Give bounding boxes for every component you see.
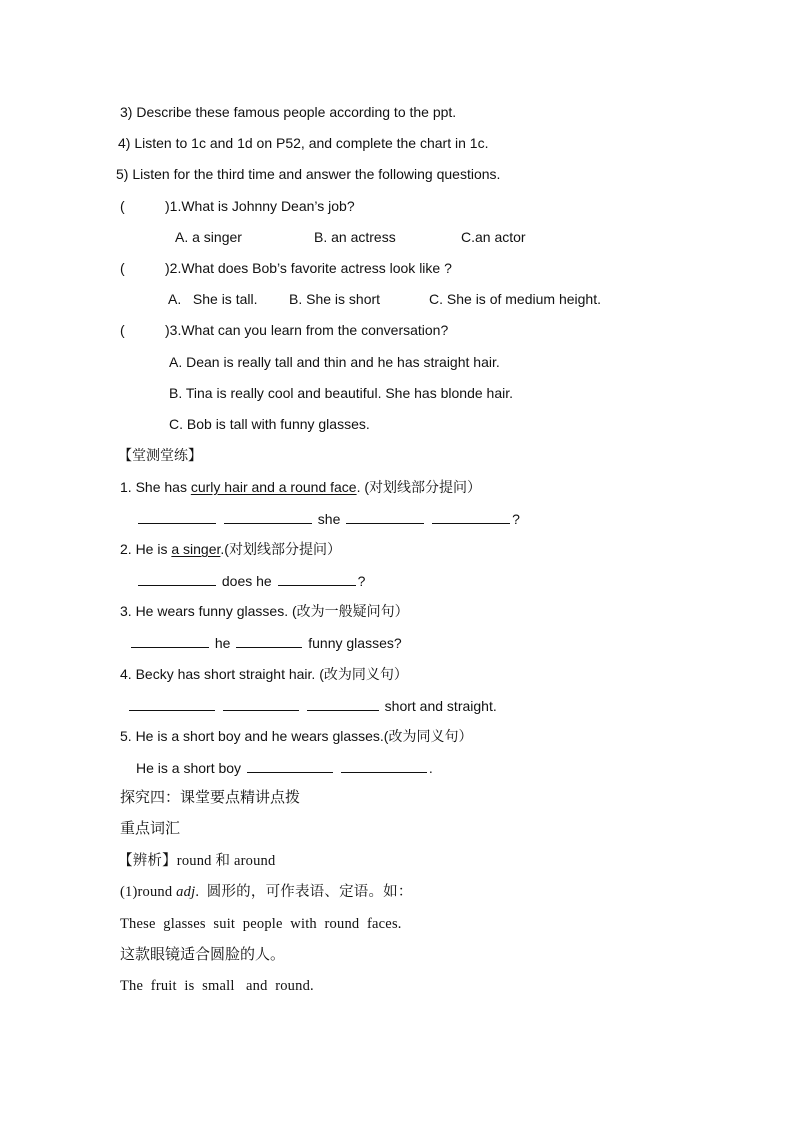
definition-pre: (1)round: [120, 884, 177, 900]
exercise-1-post: . (对划线部分提问）: [356, 479, 482, 495]
answer-blank[interactable]: [307, 696, 379, 711]
exercise-3-answer-line: [129, 633, 402, 652]
mc-3-question: )3.What can you learn from the conversation?: [165, 322, 449, 338]
answer-blank[interactable]: [224, 509, 312, 524]
mc-1-option-b: B. an actress: [314, 229, 396, 245]
practice-heading: 【堂测堂练】: [118, 447, 202, 463]
exercise-1-pre: 1. She has: [120, 479, 191, 495]
exercise-4-word-1: short and straight.: [384, 698, 497, 714]
example-1-translation: 这款眼镜适合圆脸的人。: [120, 946, 286, 963]
mc-3-option-a: A. Dean is really tall and thin and he has straight hair.: [169, 354, 500, 370]
exercise-1-prompt: [120, 478, 481, 496]
exercise-2-end: ?: [357, 573, 366, 589]
mc-2-option-a: A. She is tall.: [168, 291, 258, 307]
exercise-3-word-1: he: [214, 635, 231, 651]
mc-2-bracket-open: (: [120, 260, 125, 276]
exercise-2-answer-line: [136, 571, 365, 590]
mc-2-option-b: B. She is short: [289, 291, 381, 307]
exercise-5-end: .: [428, 760, 433, 776]
exercise-4-prompt: 4. Becky has short straight hair. (改为同义句）: [120, 666, 408, 682]
mc-1-option-a: A. a singer: [175, 229, 242, 245]
answer-blank[interactable]: [341, 758, 427, 773]
answer-blank[interactable]: [131, 633, 209, 648]
exercise-5-word: He is a short boy: [136, 760, 242, 776]
exercise-5-answer-line: [136, 758, 433, 777]
exercise-1-end: ?: [512, 511, 520, 527]
exercise-2-word: does he: [221, 573, 272, 589]
answer-blank[interactable]: [247, 758, 333, 773]
definition-post: . 圆形的，可作表语、定语。如：: [195, 884, 413, 900]
exercise-1-answer-line: [136, 509, 520, 528]
definition-pos: adj: [176, 884, 196, 900]
instruction-3: 3) Describe these famous people according to the ppt.: [120, 104, 457, 120]
exercise-1-underlined: curly hair and a round face: [190, 479, 357, 495]
answer-blank[interactable]: [129, 696, 215, 711]
mc-3-option-c: C. Bob is tall with funny glasses.: [169, 416, 370, 432]
answer-blank[interactable]: [223, 696, 299, 711]
answer-blank[interactable]: [236, 633, 302, 648]
exercise-1-word: she: [317, 511, 341, 527]
instruction-4: 4) Listen to 1c and 1d on P52, and complete the chart in 1c.: [118, 135, 489, 151]
mc-2-question: )2.What does Bob’s favorite actress look like ?: [165, 260, 452, 276]
exercise-2-post: .(对划线部分提问）: [220, 541, 341, 557]
exercise-4-answer-line: [127, 696, 497, 715]
mc-3-option-b: B. Tina is really cool and beautiful. She has blonde hair.: [169, 385, 513, 401]
analysis-heading: 【辨析】round 和 around: [118, 853, 276, 869]
mc-1-option-c: C.an actor: [461, 229, 526, 245]
exercise-3-word-2: funny glasses?: [308, 635, 402, 651]
answer-blank[interactable]: [278, 571, 356, 586]
answer-blank[interactable]: [346, 509, 424, 524]
exercise-3-prompt: 3. He wears funny glasses. (改为一般疑问句）: [120, 603, 409, 619]
exercise-5-prompt: 5. He is a short boy and he wears glasses.(改为同义句）: [120, 728, 473, 744]
answer-blank[interactable]: [138, 509, 216, 524]
mc-3-bracket-open: (: [120, 322, 125, 338]
example-1: These glasses suit people with round faces.: [120, 916, 402, 932]
mc-2-option-c: C. She is of medium height.: [429, 291, 601, 307]
vocab-heading: 重点词汇: [120, 820, 181, 837]
exercise-2-underlined: a singer: [171, 541, 221, 557]
answer-blank[interactable]: [138, 571, 216, 586]
mc-1-bracket-open: (: [120, 198, 125, 214]
definition-line: [120, 883, 413, 901]
exercise-2-prompt: [120, 540, 341, 558]
mc-1-question: )1.What is Johnny Dean’s job?: [165, 198, 355, 214]
instruction-5: 5) Listen for the third time and answer the following questions.: [116, 166, 501, 182]
explore-title: 探究四：课堂要点精讲点拨: [120, 789, 301, 806]
example-2: The fruit is small and round.: [120, 978, 314, 994]
answer-blank[interactable]: [432, 509, 510, 524]
exercise-2-pre: 2. He is: [120, 541, 172, 557]
